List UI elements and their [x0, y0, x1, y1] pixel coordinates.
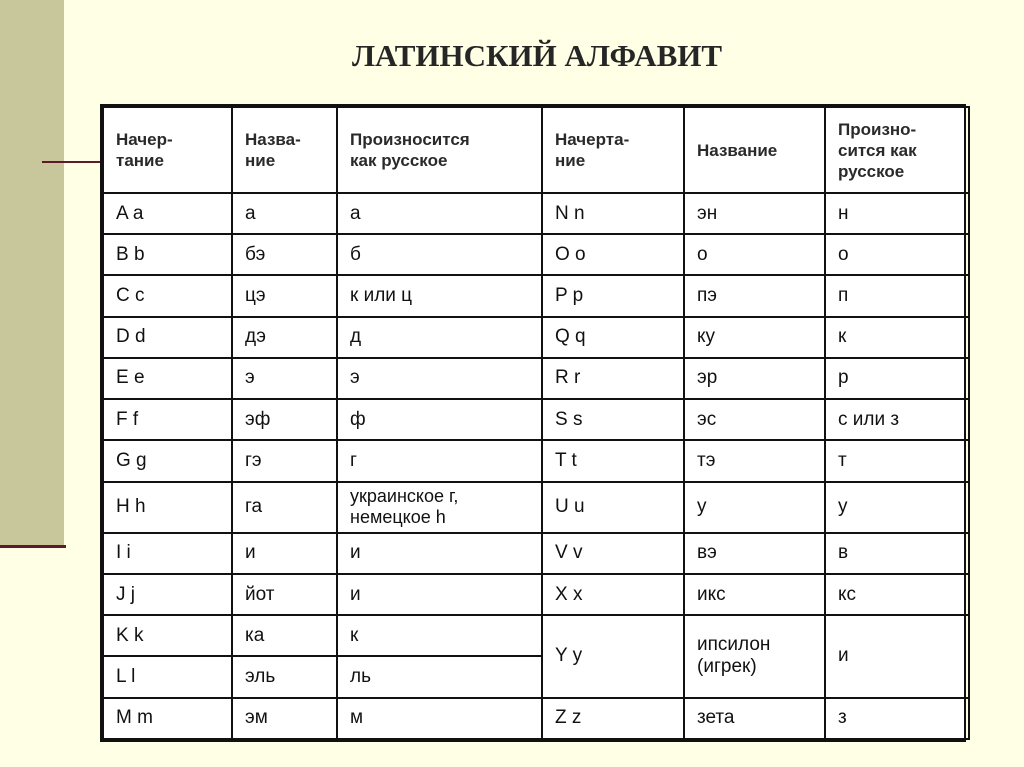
pronunciation-cell: кс [825, 574, 969, 615]
pronunciation-cell: к или ц [337, 275, 542, 316]
pronunciation-cell: в [825, 533, 969, 574]
table-row [103, 574, 969, 615]
alphabet-table [102, 106, 970, 740]
letter-cell: S s [542, 399, 684, 440]
pronunciation-cell: р [825, 358, 969, 399]
pronunciation-cell: б [337, 234, 542, 275]
letter-cell: Q q [542, 317, 684, 358]
pronunciation-cell: с или з [825, 399, 969, 440]
table-row [103, 234, 969, 275]
letter-name-cell: э [232, 358, 337, 399]
sidebar-divider [0, 545, 66, 548]
table-row [103, 533, 969, 574]
letter-cell: K k [103, 615, 232, 656]
letter-cell: V v [542, 533, 684, 574]
letter-name-cell: пэ [684, 275, 825, 316]
letter-cell: F f [103, 399, 232, 440]
letter-cell: Y y [542, 615, 684, 697]
letter-name-cell: эль [232, 656, 337, 697]
letter-cell: I i [103, 533, 232, 574]
letter-cell: B b [103, 234, 232, 275]
pronunciation-cell: и [825, 615, 969, 697]
letter-name-cell: зета [684, 698, 825, 739]
table-body [103, 193, 969, 739]
letter-name-cell: ка [232, 615, 337, 656]
letter-cell: L l [103, 656, 232, 697]
letter-name-cell: эс [684, 399, 825, 440]
pronunciation-cell: ф [337, 399, 542, 440]
pronunciation-cell: к [337, 615, 542, 656]
letter-cell: T t [542, 440, 684, 481]
header-letter-left: Начер- тание [103, 107, 232, 193]
table-row [103, 440, 969, 481]
pronunciation-cell: з [825, 698, 969, 739]
header-letter-right: Начерта- ние [542, 107, 684, 193]
pronunciation-cell: к [825, 317, 969, 358]
letter-cell: A a [103, 193, 232, 234]
header-name-right: Название [684, 107, 825, 193]
table-row [103, 615, 969, 656]
letter-cell: N n [542, 193, 684, 234]
letter-cell: J j [103, 574, 232, 615]
pronunciation-cell: э [337, 358, 542, 399]
pronunciation-cell: украинское г, немецкое h [337, 482, 542, 533]
letter-name-cell: у [684, 482, 825, 533]
letter-name-cell: ку [684, 317, 825, 358]
letter-name-cell: ипсилон (игрек) [684, 615, 825, 697]
pronunciation-cell: и [337, 533, 542, 574]
pronunciation-cell: у [825, 482, 969, 533]
pronunciation-cell: о [825, 234, 969, 275]
letter-cell: G g [103, 440, 232, 481]
letter-name-cell: тэ [684, 440, 825, 481]
table-row [103, 317, 969, 358]
letter-name-cell: йот [232, 574, 337, 615]
header-name-left: Назва- ние [232, 107, 337, 193]
letter-cell: M m [103, 698, 232, 739]
letter-cell: Z z [542, 698, 684, 739]
table-row [103, 482, 969, 533]
letter-name-cell: га [232, 482, 337, 533]
letter-name-cell: эф [232, 399, 337, 440]
letter-cell: E e [103, 358, 232, 399]
letter-name-cell: цэ [232, 275, 337, 316]
letter-name-cell: гэ [232, 440, 337, 481]
letter-name-cell: и [232, 533, 337, 574]
letter-cell: P p [542, 275, 684, 316]
letter-cell: D d [103, 317, 232, 358]
letter-name-cell: эр [684, 358, 825, 399]
pronunciation-cell: д [337, 317, 542, 358]
header-row [103, 107, 969, 193]
letter-name-cell: о [684, 234, 825, 275]
letter-name-cell: дэ [232, 317, 337, 358]
header-sound-left: Произносится как русское [337, 107, 542, 193]
pronunciation-cell: и [337, 574, 542, 615]
letter-name-cell: эм [232, 698, 337, 739]
header-sound-right: Произно- сится как русское [825, 107, 969, 193]
slide-title: ЛАТИНСКИЙ АЛФАВИТ [351, 38, 723, 73]
pronunciation-cell: а [337, 193, 542, 234]
table-row [103, 698, 969, 739]
letter-cell: X x [542, 574, 684, 615]
pronunciation-cell: т [825, 440, 969, 481]
letter-name-cell: икс [684, 574, 825, 615]
letter-name-cell: а [232, 193, 337, 234]
pronunciation-cell: н [825, 193, 969, 234]
pronunciation-cell: п [825, 275, 969, 316]
table-row [103, 358, 969, 399]
letter-cell: U u [542, 482, 684, 533]
table-row [103, 275, 969, 316]
letter-cell: R r [542, 358, 684, 399]
pronunciation-cell: г [337, 440, 542, 481]
letter-name-cell: эн [684, 193, 825, 234]
pronunciation-cell: ль [337, 656, 542, 697]
table-row [103, 193, 969, 234]
letter-cell: O o [542, 234, 684, 275]
letter-name-cell: бэ [232, 234, 337, 275]
sidebar-stripe [0, 0, 64, 545]
letter-cell: C c [103, 275, 232, 316]
alphabet-table-container [100, 104, 966, 742]
accent-divider [42, 161, 104, 163]
letter-name-cell: вэ [684, 533, 825, 574]
table-row [103, 399, 969, 440]
letter-cell: H h [103, 482, 232, 533]
pronunciation-cell: м [337, 698, 542, 739]
